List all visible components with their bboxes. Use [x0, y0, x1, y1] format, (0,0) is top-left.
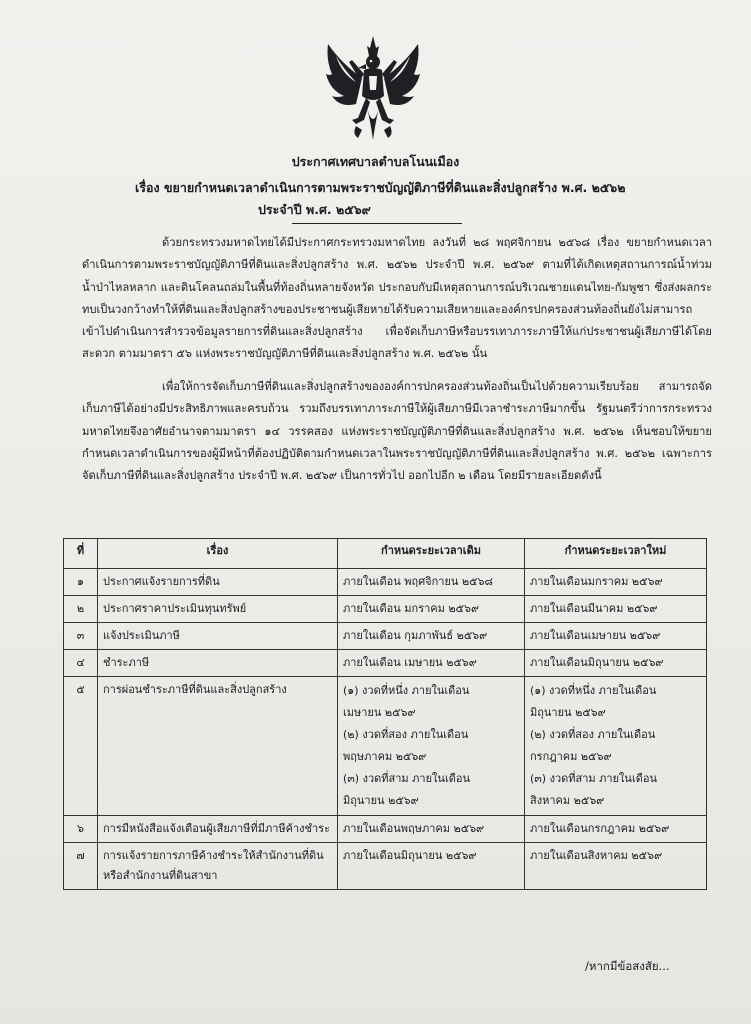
new-installment-2: (๒) งวดที่สอง ภายในเดือน	[530, 728, 656, 741]
old-installment-3: (๓) งวดที่สาม ภายในเดือน	[343, 772, 470, 785]
table-row	[64, 623, 707, 650]
row-no: ๔	[64, 650, 98, 677]
row-topic: ประกาศราคาประเมินทุนทรัพย์	[98, 596, 338, 623]
table-row	[64, 569, 707, 596]
announcement-year: ประจำปี พ.ศ. ๒๕๖๙	[258, 202, 371, 217]
body-paragraph-2	[82, 376, 712, 487]
row-old-deadline: ภายในเดือน กุมภาพันธ์ ๒๕๖๙	[338, 623, 525, 650]
garuda-emblem	[322, 34, 424, 144]
old-installment-2-month: พฤษภาคม ๒๕๖๙	[343, 750, 427, 763]
body-paragraph-1	[82, 232, 712, 366]
announcement-subject: เรื่อง ขยายกำหนดเวลาดำเนินการตามพระราชบัญญัติภาษีที่ดินและสิ่งปลูกสร้าง พ.ศ. ๒๕๖๒	[135, 180, 626, 195]
old-installment-3-month: มิถุนายน ๒๕๖๙	[343, 794, 419, 807]
row-topic: ประกาศแจ้งรายการที่ดิน	[98, 569, 338, 596]
new-installment-3-month: สิงหาคม ๒๕๖๙	[530, 794, 605, 807]
table-row	[64, 677, 707, 816]
row-topic: การมีหนังสือแจ้งเตือนผู้เสียภาษีที่มีภาษีค้างชำระ	[98, 816, 338, 843]
row-no: ๖	[64, 816, 98, 843]
new-installment-2-month: กรกฎาคม ๒๕๖๙	[530, 750, 612, 763]
row-topic: แจ้งประเมินภาษี	[98, 623, 338, 650]
row-old-deadline: ภายในเดือนมิถุนายน ๒๕๖๙	[338, 843, 525, 890]
row-no: ๕	[64, 677, 98, 816]
schedule-table	[63, 538, 707, 890]
old-installment-2: (๒) งวดที่สอง ภายในเดือน	[343, 728, 469, 741]
table-row	[64, 650, 707, 677]
row-old-deadline: ภายในเดือน มกราคม ๒๕๖๙	[338, 596, 525, 623]
row-new-deadline: ภายในเดือนมกราคม ๒๕๖๙	[525, 569, 707, 596]
table-row	[64, 596, 707, 623]
row-new-deadline: ภายในเดือนกรกฎาคม ๒๕๖๙	[525, 816, 707, 843]
old-installment-1: (๑) งวดที่หนึ่ง ภายในเดือน	[343, 684, 470, 697]
new-installment-1-month: มิถุนายน ๒๕๖๙	[530, 706, 606, 719]
row-old-deadline: ภายในเดือนพฤษภาคม ๒๕๖๙	[338, 816, 525, 843]
row-no: ๗	[64, 843, 98, 890]
paragraph-1-text: ด้วยกระทรวงมหาดไทยได้มีประกาศกระทรวงมหาดไทย ลงวันที่ ๒๘ พฤศจิกายน ๒๕๖๘ เรื่อง ขยายกำหนดเวลาดำเนินการตามพระราชบัญญัติภาษีที่ดินและสิ่งปลูกสร้าง พ.ศ. ๒๕๖๒ ประจำปี พ.ศ. ๒๕๖๙ ตามที่ได้เกิดเหตุสถานการณ์น้ำท่วม น้ำป่าไหลหลาก และดินโคลนถล่มในพื้นที่ท้องถิ่นหลายจังหวัด ประกอบกับมีเหตุสถานการณ์บริเวณชายแดนไทย-กัมพูชา ซึ่งส่งผลกระทบเป็นวงกว้างทำให้ที่ดินและสิ่งปลูกสร้างของประชาชนผู้เสียหายได้รับความเสียหายและองค์กรปกครองส่วนท้องถิ่นยังไม่สามารถเข้าไปดำเนินการสำรวจข้อมูลรายการที่ดินและสิ่งปลูกสร้าง เพื่อจัดเก็บภาษีหรือบรรเทาภาระภาษีให้แก่ประชาชนผู้เสียภาษีได้โดยสะดวก ตามมาตรา ๕๖ แห่งพระราชบัญญัติภาษีที่ดินและสิ่งปลูกสร้าง พ.ศ. ๒๕๖๒ นั้น	[82, 236, 712, 361]
col-header-new-deadline: กำหนดระยะเวลาใหม่	[525, 539, 707, 569]
paragraph-2-text: เพื่อให้การจัดเก็บภาษีที่ดินและสิ่งปลูกสร้างขององค์การปกครองส่วนท้องถิ่นเป็นไปด้วยความเรียบร้อย สามารถจัดเก็บภาษีได้อย่างมีประสิทธิภาพและครบถ้วน รวมถึงบรรเทาภาระภาษีให้ผู้เสียภาษีมีเวลาชำระภาษีมากขึ้น รัฐมนตรีว่าการกระทรวงมหาดไทยจึงอาศัยอำนาจตามมาตรา ๑๔ วรรคสอง แห่งพระราชบัญญัติภาษีที่ดินและสิ่งปลูกสร้าง พ.ศ. ๒๕๖๒ เห็นชอบให้ขยายกำหนดเวลาดำเนินการของผู้มีหน้าที่ต้องปฏิบัติตามกำหนดเวลาในพระราชบัญญัติภาษีที่ดินและสิ่งปลูกสร้าง พ.ศ. ๒๕๖๒ เฉพาะการจัดเก็บภาษีที่ดินและสิ่งปลูกสร้าง ประจำปี พ.ศ. ๒๕๖๙ เป็นการทั่วไป ออกไปอีก ๒ เดือน โดยมีรายละเอียดดังนี้	[82, 380, 712, 483]
row-new-deadline: ภายในเดือนมิถุนายน ๒๕๖๙	[525, 650, 707, 677]
row-old-deadline: ภายในเดือน เมษายน ๒๕๖๙	[338, 650, 525, 677]
table-row	[64, 843, 707, 890]
row-new-deadline: ภายในเดือนเมษายน ๒๕๖๙	[525, 623, 707, 650]
row-old-deadline: ภายในเดือน พฤศจิกายน ๒๕๖๘	[338, 569, 525, 596]
row-new-deadline: ภายในเดือนมีนาคม ๒๕๖๙	[525, 596, 707, 623]
row-topic: ชำระภาษี	[98, 650, 338, 677]
new-installment-3: (๓) งวดที่สาม ภายในเดือน	[530, 772, 657, 785]
table-header-row	[64, 539, 707, 569]
announcement-title: ประกาศเทศบาลตำบลโนนเมือง	[291, 154, 460, 169]
new-installment-1: (๑) งวดที่หนึ่ง ภายในเดือน	[530, 684, 657, 697]
row-new-deadline: ภายในเดือนสิงหาคม ๒๕๖๙	[525, 843, 707, 890]
continuation-note: /หากมีข้อสงสัย...	[585, 959, 670, 973]
row-topic: การแจ้งรายการภาษีค้างชำระให้สำนักงานที่ดินหรือสำนักงานที่ดินสาขา	[98, 843, 338, 890]
header-divider	[292, 223, 462, 224]
row-no: ๑	[64, 569, 98, 596]
table-row	[64, 816, 707, 843]
row-old-installments	[338, 677, 525, 816]
col-header-topic: เรื่อง	[98, 539, 338, 569]
row-no: ๓	[64, 623, 98, 650]
row-no: ๒	[64, 596, 98, 623]
old-installment-1-month: เมษายน ๒๕๖๙	[343, 706, 416, 719]
row-topic: การผ่อนชำระภาษีที่ดินและสิ่งปลูกสร้าง	[98, 677, 338, 816]
col-header-old-deadline: กำหนดระยะเวลาเดิม	[338, 539, 525, 569]
row-new-installments	[525, 677, 707, 816]
col-header-no: ที่	[64, 539, 98, 569]
